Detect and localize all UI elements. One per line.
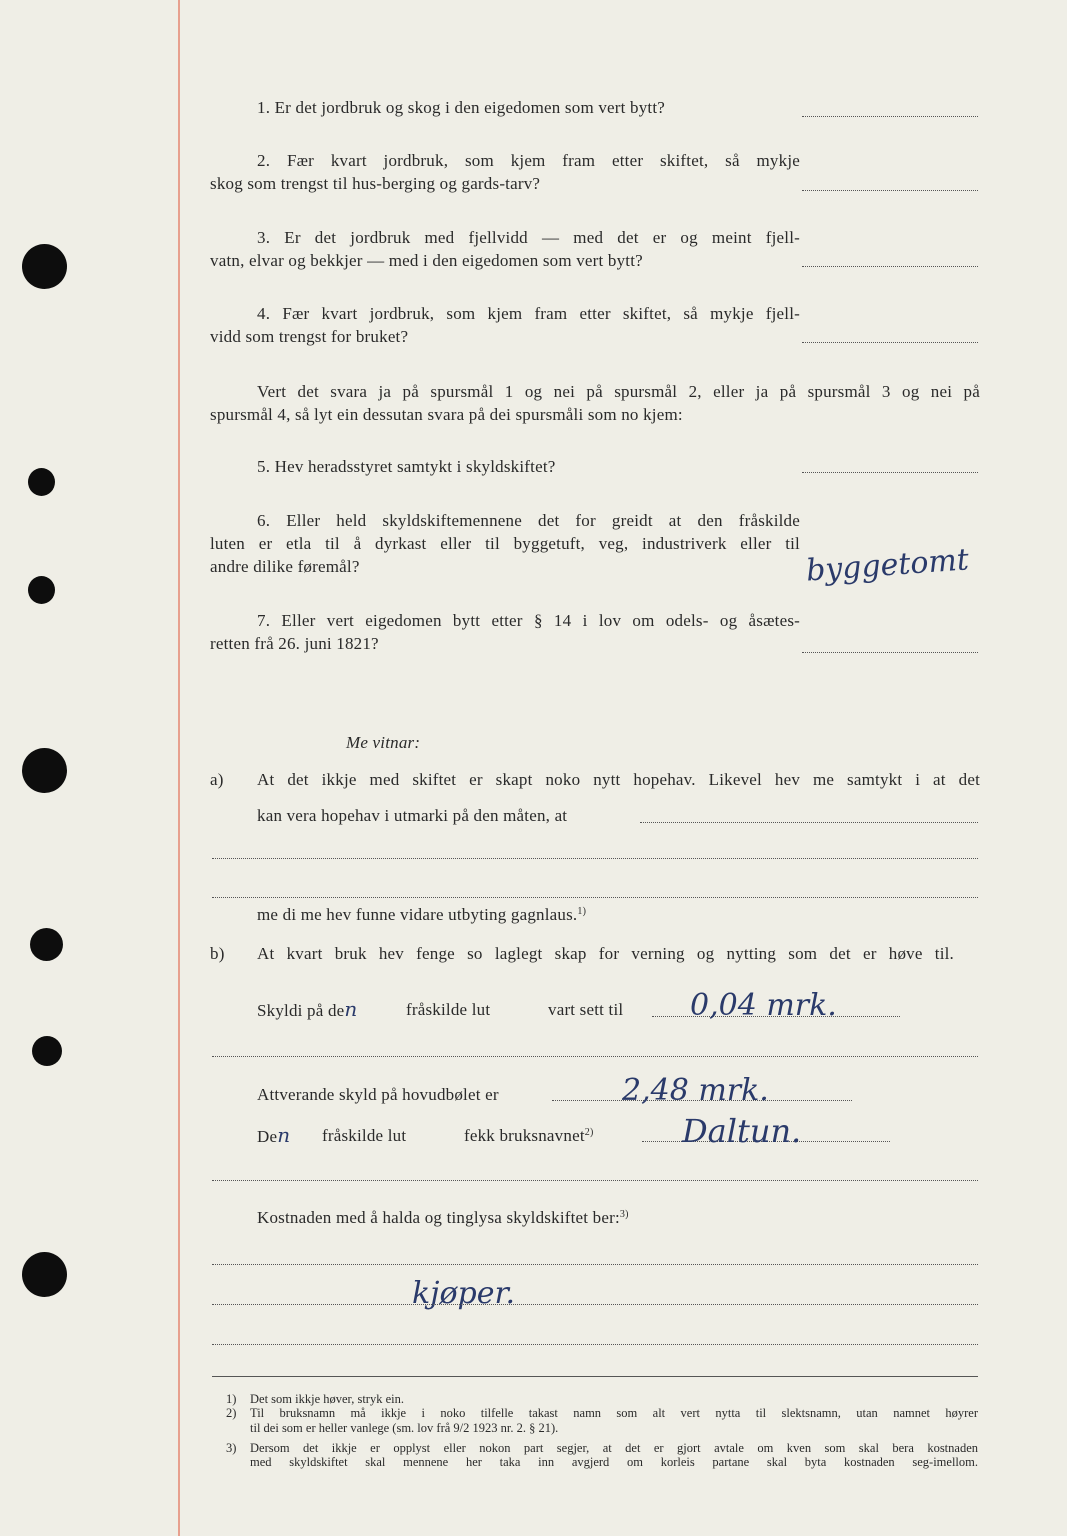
binder-hole — [28, 468, 55, 496]
bruk-value-handwritten: Daltun. — [682, 1112, 802, 1150]
kostnad-line-3 — [212, 1344, 978, 1345]
footnote-3-line-1: Dersom det ikkje er opplyst eller nokon part segjer, at det er gjort avtale om kven som skal bera kostnaden — [250, 1441, 978, 1455]
kostnad-line-2 — [212, 1304, 978, 1305]
question-6-line-1: 6. Eller held skyldskiftemennene det for greidt at den fråskilde — [257, 511, 800, 530]
witness-a-fill-1 — [640, 822, 978, 823]
margin-rule — [178, 0, 180, 1536]
question-2-line-2: skog som trengst til hus-berging og gards-tarv? — [210, 174, 541, 193]
witness-b-line-1: At kvart bruk hev fenge so laglegt skap for verning og nytting som det er høve til. — [257, 944, 954, 963]
skyld-label-a: Skyldi på den — [257, 997, 358, 1021]
question-4-line-2: vidd som trengst for bruket? — [210, 327, 409, 346]
question-4-line-1: 4. Fær kvart jordbruk, som kjem fram etter skiftet, så mykje fjell- — [257, 304, 800, 323]
question-6-line-2: luten er etla til å dyrkast eller til byggetuft, veg, industriverk eller til — [210, 534, 800, 553]
question-2-line-1: 2. Fær kvart jordbruk, som kjem fram etter skiftet, så mykje — [257, 151, 800, 170]
question-6-line-3: andre dilike føremål? — [210, 557, 360, 576]
binder-hole — [32, 1036, 62, 1066]
question-3-line-1: 3. Er det jordbruk med fjellvidd — med det er og meint fjell- — [257, 228, 800, 247]
witness-heading: Me vitnar: — [346, 733, 421, 752]
question-1: 1. Er det jordbruk og skog i den eigedomen som vert bytt? — [257, 98, 665, 117]
skyld-label-b: fråskilde lut — [406, 1000, 491, 1019]
answer-line-7 — [802, 652, 978, 653]
witness-a-line-2: kan vera hopehav i utmarki på den måten, at — [257, 806, 568, 825]
attverande-label: Attverande skyld på hovudbølet er — [257, 1085, 499, 1104]
kostnad-line-1 — [212, 1264, 978, 1265]
footnote-2-line-1: Til bruksnamn må ikkje i noko tilfelle takast namn som alt vert nytta til slektsnamn, utan namnet høyrer — [250, 1406, 978, 1420]
witness-a-label: a) — [210, 770, 224, 789]
witness-a-fill-3 — [212, 897, 978, 898]
skyld-value-handwritten: 0,04 mrk. — [690, 988, 837, 1023]
skyld-extra-line — [212, 1056, 978, 1057]
witness-a-line-3: me di me hev funne vidare utbyting gagnlaus.$^{1)}$ — [257, 905, 587, 924]
witness-b-label: b) — [210, 944, 225, 963]
answer-line-5 — [802, 472, 978, 473]
footnote-3-mark: 3) — [226, 1441, 237, 1455]
skyld-label-c: vart sett til — [548, 1000, 624, 1019]
footnote-2-mark: 2) — [226, 1406, 237, 1420]
binder-hole — [30, 928, 63, 961]
bruk-label-c: fekk bruksnavnet$^{2)}$ — [464, 1126, 594, 1145]
witness-a-line-1: At det ikkje med skiftet er skapt noko nytt hopehav. Likevel hev me samtykt i at det — [257, 770, 980, 789]
footnote-1-mark: 1) — [226, 1392, 237, 1406]
bruk-extra-line — [212, 1180, 978, 1181]
answer-line-1 — [802, 116, 978, 117]
question-7-line-1: 7. Eller vert eigedomen bytt etter § 14 i lov om odels- og åsætes- — [257, 611, 800, 630]
bruk-label-b: fråskilde lut — [322, 1126, 407, 1145]
footnote-1: Det som ikkje høver, stryk ein. — [250, 1392, 404, 1406]
answer-line-3 — [802, 266, 978, 267]
witness-a-fill-2 — [212, 858, 978, 859]
footnote-2-line-2: til dei som er heller vanlege (sm. lov frå 9/2 1923 nr. 2. § 21). — [250, 1421, 559, 1435]
question-7-line-2: retten frå 26. juni 1821? — [210, 634, 379, 653]
binder-hole — [22, 748, 67, 793]
binder-hole — [22, 1252, 67, 1297]
footnote-separator — [212, 1376, 978, 1377]
answer-line-4 — [802, 342, 978, 343]
answer-6-handwritten: byggetomt — [804, 542, 970, 589]
answer-line-2 — [802, 190, 978, 191]
kostnad-label: Kostnaden med å halda og tinglysa skyldskiftet ber:$^{3)}$ — [257, 1208, 629, 1227]
intro-line-2: spursmål 4, så lyt ein dessutan svara på dei spursmåli som no kjem: — [210, 405, 683, 424]
kostnad-value-handwritten: kjøper. — [412, 1276, 516, 1311]
attverande-value-handwritten: 2,48 mrk. — [622, 1073, 769, 1108]
question-3-line-2: vatn, elvar og bekkjer — med i den eigedomen som vert bytt? — [210, 251, 643, 270]
bruk-label-a: Den — [257, 1123, 291, 1147]
binder-hole — [28, 576, 55, 604]
intro-line-1: Vert det svara ja på spursmål 1 og nei på spursmål 2, eller ja på spursmål 3 og nei på — [257, 382, 980, 401]
footnote-3-line-2: med skyldskiftet skal mennene her taka inn avgjerd om korleis partane skal byta kostnaden seg-imellom. — [250, 1455, 978, 1469]
question-5: 5. Hev heradsstyret samtykt i skyldskiftet? — [257, 457, 556, 476]
binder-hole — [22, 244, 67, 289]
